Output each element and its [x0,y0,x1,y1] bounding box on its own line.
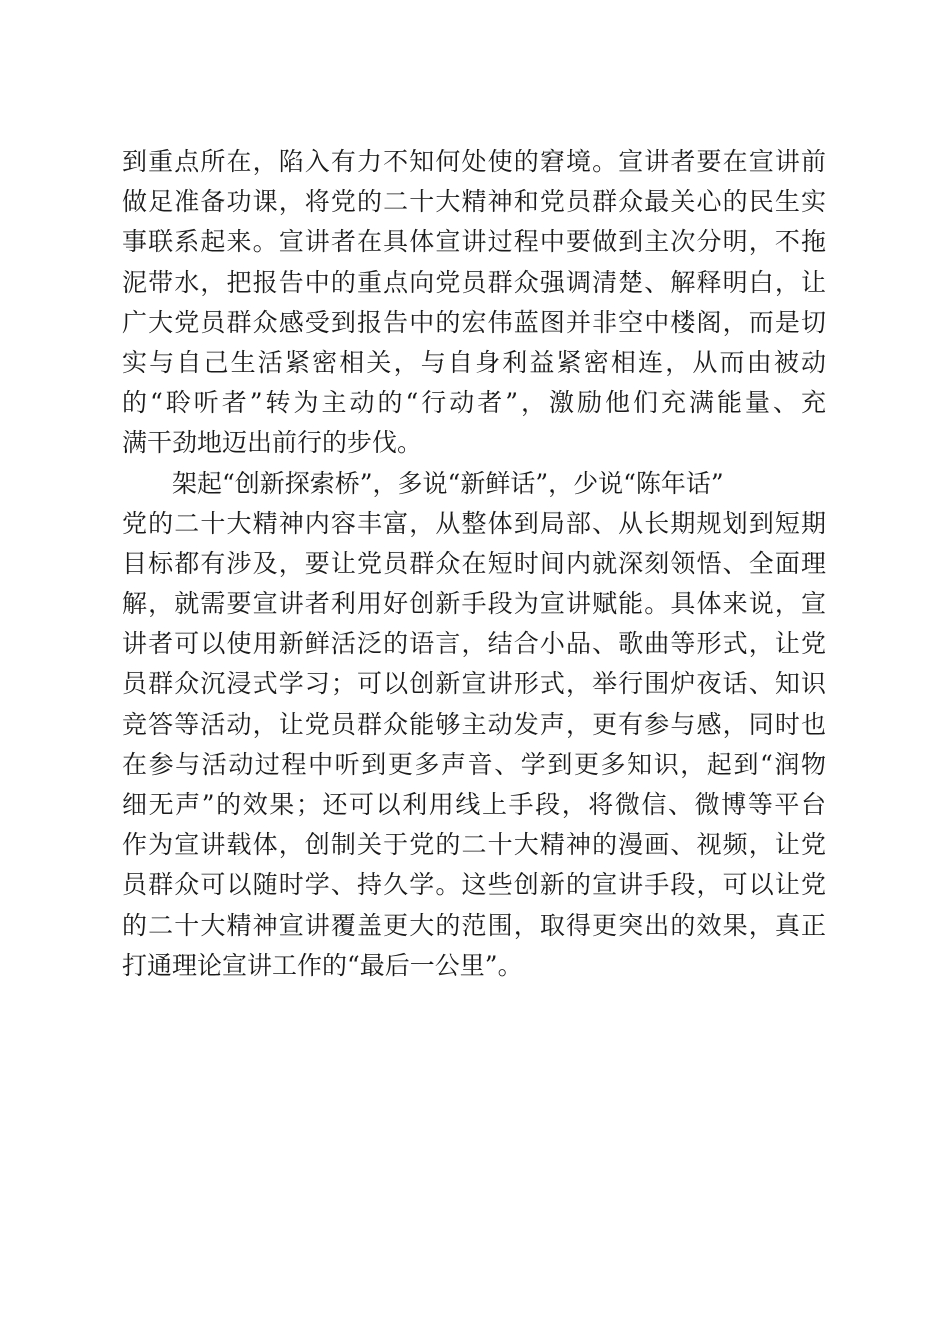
text-line: 员群众沉浸式学习；可以创新宣讲形式，举行围炉夜话、知识 [122,669,826,699]
text-line: 做足准备功课，将党的二十大精神和党员群众最关心的民生实 [122,187,826,217]
text-line: 事联系起来。宣讲者在具体宣讲过程中要做到主次分明，不拖 [122,227,826,257]
text-line: 的二十大精神宣讲覆盖更大的范围，取得更突出的效果，真正 [122,910,826,940]
text-line: 到重点所在，陷入有力不知何处使的窘境。宣讲者要在宣讲前 [122,147,826,176]
text-line: 细无声”的效果；还可以利用线上手段，将微信、微博等平台 [122,790,826,819]
text-line: 广大党员群众感受到报告中的宏伟蓝图并非空中楼阁，而是切 [122,307,826,337]
text-line: 满干劲地迈出前行的步伐。 [122,428,423,458]
body-text [122,142,826,986]
text-line: 的“聆听者”转为主动的“行动者”，激励他们充满能量、充 [122,388,826,418]
text-line: 党的二十大精神内容丰富，从整体到局部、从长期规划到短期 [122,508,826,538]
section-heading-line: 架起“创新探索桥”，多说“新鲜话”，少说“陈年话” [172,468,724,498]
text-line: 作为宣讲载体，创制关于党的二十大精神的漫画、视频，让党 [122,830,826,860]
text-line: 在参与活动过程中听到更多声音、学到更多知识，起到“润物 [122,749,826,779]
text-line: 打通理论宣讲工作的“最后一公里”。 [122,950,523,980]
text-line: 实与自己生活紧密相关，与自身利益紧密相连，从而由被动 [122,347,826,377]
text-line: 目标都有涉及，要让党员群众在短时间内就深刻领悟、全面理 [122,548,826,578]
text-line: 泥带水，把报告中的重点向党员群众强调清楚、解释明白，让 [122,267,826,297]
text-line: 员群众可以随时学、持久学。这些创新的宣讲手段，可以让党 [122,870,826,900]
text-line: 解，就需要宣讲者利用好创新手段为宣讲赋能。具体来说，宣 [122,589,826,619]
text-line: 讲者可以使用新鲜活泛的语言，结合小品、歌曲等形式，让党 [122,629,826,659]
text-line: 竞答等活动，让党员群众能够主动发声，更有参与感，同时也 [122,709,826,739]
